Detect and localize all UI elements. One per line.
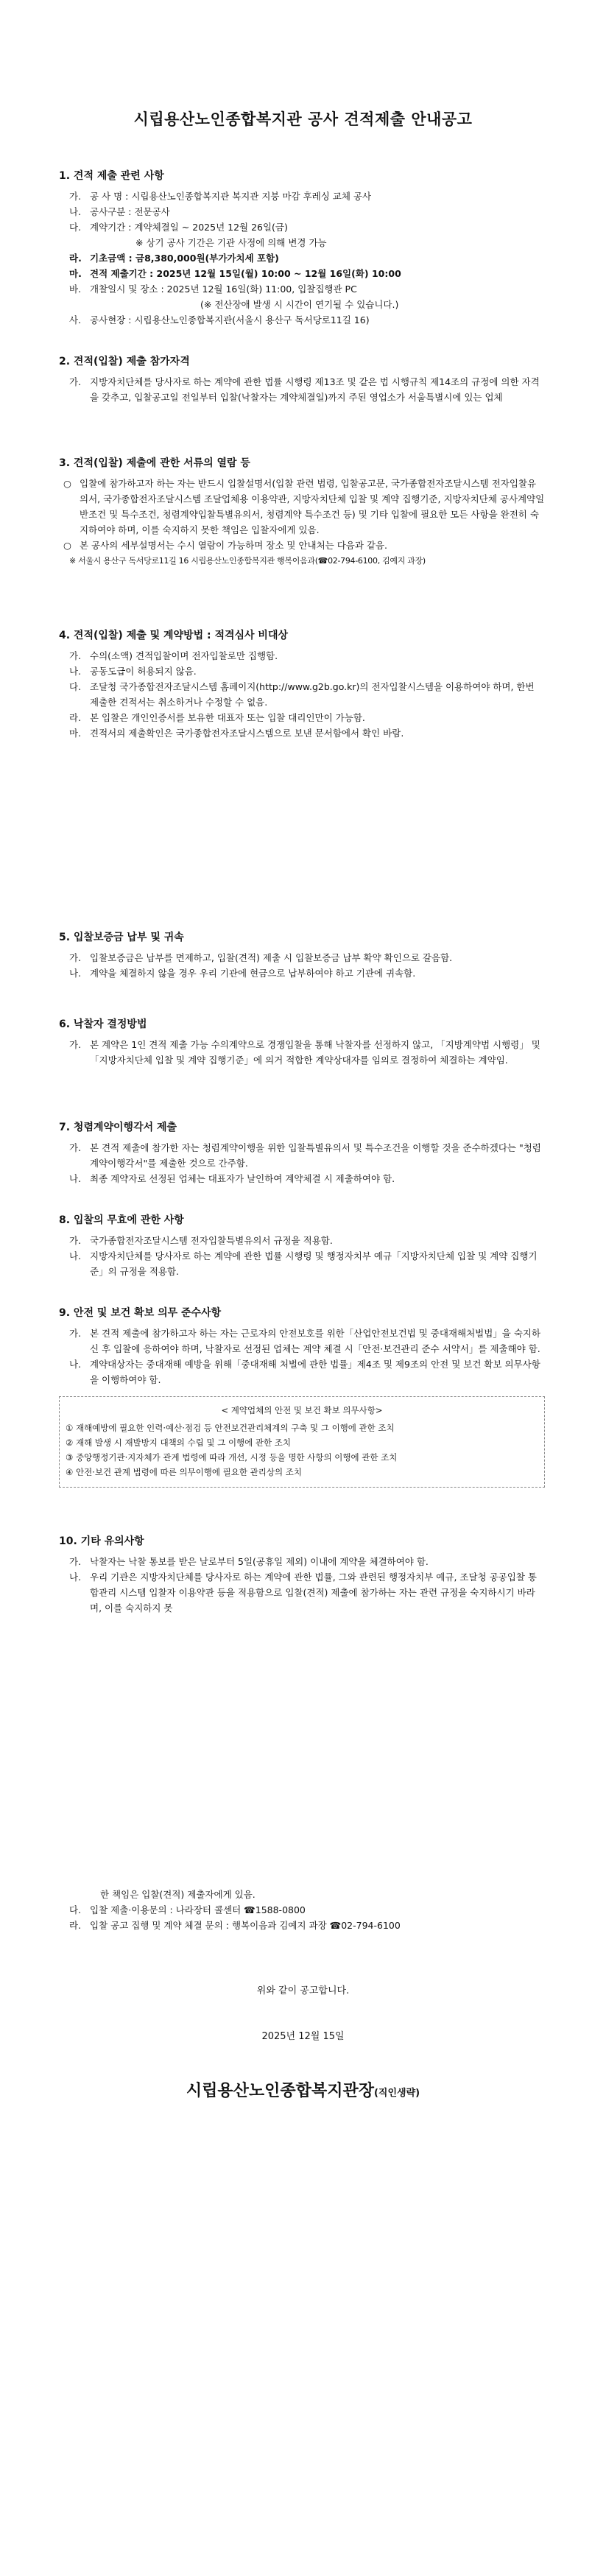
section-10-heading: 10. 기타 유의사항 — [59, 1535, 144, 1547]
list-item: 나. 우리 기관은 지방자치단체를 당사자로 하는 계약에 관한 법률, 그와 관련된 행정자치부 예규, 조달청 공공입찰 통합관리 시스템 입찰자 이용약관 등을 적용함으로 입찰(견적) 제출에 참가하는 자는 관련 규정을 숙지하시기 바라며, 이를 숙지하지 못 — [69, 1572, 537, 1613]
list-item: 나. 공동도급이 허용되지 않음. — [69, 666, 197, 677]
list-note: ※ 상기 공사 기간은 기관 사정에 의해 변경 가능 — [135, 237, 327, 248]
section-3-heading: 3. 견적(입찰) 제출에 관한 서류의 열람 등 — [59, 457, 250, 469]
section-2 — [59, 353, 545, 405]
section-9-heading: 9. 안전 및 보건 확보 의무 준수사항 — [59, 1307, 222, 1319]
section-1 — [59, 168, 545, 328]
section-8 — [59, 1212, 545, 1279]
list-item: 가. 본 견적 제출에 참가하고자 하는 자는 근로자의 안전보호를 위한「산업안전보건법 및 중대재해처벌법」을 숙지하신 후 입찰에 응하여야 하며, 낙찰자로 선정된 업체는 계약 체결 시「안전·보건관리 준수 서약서」를 제출해야 함. — [69, 1328, 541, 1354]
list-item: 사. 공사현장 : 시립용산노인종합복지관(서울시 용산구 독서당로11길 16) — [69, 314, 370, 325]
list-note: (※ 전산장애 발생 시 시간이 연기될 수 있습니다.) — [200, 299, 399, 310]
seal-note: (직인생략) — [373, 2088, 420, 2099]
safety-box-item: ② 재해 발생 시 재발방지 대책의 수립 및 그 이행에 관한 조치 — [66, 1437, 292, 1448]
list-item: 가. 본 계약은 1인 견적 제출 가능 수의계약으로 경쟁입찰을 통해 낙찰자를 선정하지 않고, 「지방계약법 시행령」 및 「지방자치단체 입찰 및 계약 집행기준」에 의거 적합한 계약상대자를 임의로 결정하여 체결하는 계약임. — [69, 1039, 540, 1066]
section-2-heading: 2. 견적(입찰) 제출 참가자격 — [59, 356, 190, 367]
list-item: 가. 입찰보증금은 납부를 면제하고, 입찰(견적) 제출 시 입찰보증금 납부 확약 확인으로 갈음함. — [69, 952, 453, 963]
list-item: 가. 수의(소액) 견적입찰이며 전자입찰로만 집행함. — [69, 650, 278, 661]
safety-box-item: ① 재해예방에 필요한 인력·예산·점검 등 안전보건관리체계의 구축 및 그 이행에 관한 조치 — [66, 1423, 395, 1433]
list-item: 다. 조달청 국가종합전자조달시스템 홈페이지(http://www.g2b.go.kr)의 전자입찰시스템을 이용하여야 하며, 한번 제출한 견적서는 취소하거나 수정할 수 없음. — [69, 681, 535, 708]
list-item: 나. 최종 계약자로 선정된 업체는 대표자가 날인하여 계약체결 시 제출하여야 함. — [69, 1173, 395, 1184]
safety-box-title: < 계약업체의 안전 및 보건 확보 의무사항> — [221, 1405, 383, 1415]
section-1-heading: 1. 견적 제출 관련 사항 — [59, 170, 164, 182]
section-4 — [59, 627, 545, 741]
section-6 — [59, 1016, 545, 1068]
list-item: 다. 계약기간 : 계약체결일 ~ 2025년 12월 26일(금) — [69, 222, 288, 233]
list-item: 라. 본 입찰은 개인인증서를 보유한 대표자 또는 입찰 대리인만이 가능함. — [69, 712, 365, 723]
section-7-heading: 7. 청렴계약이행각서 제출 — [59, 1122, 177, 1133]
section-3 — [59, 455, 545, 569]
list-item: 라. 기초금액 : 금8,380,000원(부가가치세 포함) — [69, 253, 279, 264]
list-item: 나. 지방자치단체를 당사자로 하는 계약에 관한 법률 시행령 및 행정자치부 예규「지방자치단체 입찰 및 계약 집행기준」의 규정을 적용함. — [69, 1250, 538, 1277]
signature-name: 시립용산노인종합복지관장 — [186, 2082, 374, 2100]
list-item: 가. 공 사 명 : 시립용산노인종합복지관 복지관 지붕 마감 후레싱 교체 공사 — [69, 191, 372, 202]
list-item: 가. 국가종합전자조달시스템 전자입찰특별유의서 규정을 적용함. — [69, 1235, 333, 1246]
section-5 — [59, 929, 545, 981]
page-title: 시립용산노인종합복지관 공사 견적제출 안내공고 — [133, 110, 473, 128]
section-5-heading: 5. 입찰보증금 납부 및 귀속 — [59, 932, 184, 943]
section-6-heading: 6. 낙찰자 결정방법 — [59, 1018, 147, 1030]
list-item: 마. 견적 제출기간 : 2025년 12월 15일(월) 10:00 ~ 12월 16일(화) 10:00 — [69, 268, 401, 279]
safety-box-item: ④ 안전·보건 관계 법령에 따른 의무이행에 필요한 관리상의 조치 — [66, 1467, 302, 1477]
list-item: 나. 계약대상자는 중대재해 예방을 위해「중대재해 처벌에 관한 법률」제4조 및 제9조의 안전 및 보건 확보 의무사항을 이행하여야 함. — [69, 1359, 540, 1385]
list-item: 바. 개찰일시 및 장소 : 2025년 12월 16일(화) 11:00, 입찰집행관 PC — [69, 284, 357, 295]
list-item: 다. 입찰 제출·이용문의 : 나라장터 콜센터 ☎1588-0800 — [69, 1904, 306, 1915]
section-10-continued — [59, 1887, 545, 1933]
list-item: 나. 공사구분 : 전문공사 — [69, 206, 170, 217]
list-item: 가. 본 견적 제출에 참가한 자는 청렴계약이행을 위한 입찰특별유의서 및 특수조건을 이행할 것을 준수하겠다는 "청렴계약이행각서"를 제출한 것으로 간주함. — [69, 1142, 541, 1169]
section-9 — [59, 1305, 545, 1488]
list-item: ○ 입찰에 참가하고자 하는 자는 반드시 입찰설명서(입찰 관련 법령, 입찰공고문, 국가종합전자조달시스템 전자입찰유의서, 국가종합전자조달시스템 조달업체용 이용약관, 지방자치단체 입찰 및 계약 집행기준, 지방자치단체 공사계약일반조건 및 특수조건, 청렴계약입찰특별유의서, 청렴계약 특수조건 등) 및 기타 입찰에 필요한 모든 사항을 완전히 숙지하여야 하며, 이를 숙지하지 못한 책임은 입찰자에게 있음. — [63, 478, 545, 535]
list-item: 마. 견적서의 제출확인은 국가종합전자조달시스템으로 보낸 문서함에서 확인 바람. — [69, 728, 404, 739]
list-item: ○ 본 공사의 세부설명서는 수시 열람이 가능하며 장소 및 안내처는 다음과 같음. — [63, 540, 388, 551]
list-item: 가. 낙찰자는 낙찰 통보를 받은 날로부터 5일(공휴일 제외) 이내에 계약을 체결하여야 함. — [69, 1556, 429, 1567]
contact-note: ※ 서울시 용산구 독서당로11길 16 시립용산노인종합복지관 행복이음과(☎02-794-6100, 김예지 과장) — [69, 556, 426, 566]
section-8-heading: 8. 입찰의 무효에 관한 사항 — [59, 1214, 184, 1226]
list-item: 라. 입찰 공고 집행 및 계약 체결 문의 : 행복이음과 김예지 과장 ☎02-794-6100 — [69, 1920, 401, 1931]
list-item: 가. 지방자치단체를 당사자로 하는 계약에 관한 법률 시행령 제13조 및 같은 법 시행규칙 제14조의 규정에 의한 자격을 갖추고, 입찰공고일 전일부터 입찰(낙찰자는 계약체결일)까지 주된 영업소가 서울특별시에 있는 업체 — [69, 376, 540, 403]
notice-date: 2025년 12월 15일 — [261, 2031, 345, 2042]
list-item: 한 책임은 입찰(견적) 제출자에게 있음. — [100, 1889, 256, 1900]
closing-text: 위와 같이 공고합니다. — [256, 1985, 350, 1996]
signature-block — [0, 2078, 606, 2101]
section-10 — [59, 1533, 545, 1616]
section-4-heading: 4. 견적(입찰) 제출 및 계약방법 : 적격심사 비대상 — [59, 630, 289, 641]
safety-obligations-box — [59, 1396, 545, 1488]
list-item: 나. 계약을 체결하지 않을 경우 우리 기관에 현금으로 납부하여야 하고 기관에 귀속함. — [69, 968, 416, 979]
section-7 — [59, 1119, 545, 1186]
safety-box-item: ③ 중앙행정기관·지자체가 관계 법령에 따라 개선, 시정 등을 명한 사항의 이행에 관한 조치 — [66, 1452, 398, 1463]
